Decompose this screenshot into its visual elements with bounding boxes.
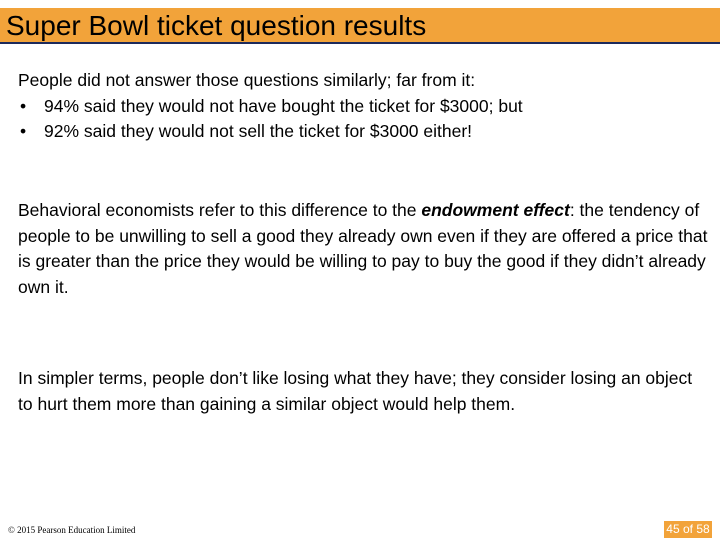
emphasis-term: endowment effect (421, 200, 570, 220)
bullet-text: 94% said they would not have bought the ticket for $3000; but (44, 95, 523, 116)
endowment-paragraph (18, 198, 708, 300)
page-total: 58 (696, 522, 710, 536)
bullet-marker: • (20, 121, 27, 141)
page-of: of (682, 522, 693, 536)
slide-title: Super Bowl ticket question results (6, 10, 427, 41)
bullet-item (18, 94, 708, 120)
para-lead: Behavioral economists refer to this difference to the (18, 200, 422, 220)
bullet-item (18, 119, 708, 145)
copyright-notice: © 2015 Pearson Education Limited (8, 525, 136, 535)
bullet-marker: • (20, 95, 27, 116)
title-divider (0, 42, 720, 44)
page-number-badge (664, 521, 712, 538)
intro-text: People did not answer those questions similarly; far from it: (18, 70, 476, 90)
simpler-terms-paragraph (18, 366, 708, 417)
endowment-text (18, 198, 708, 300)
page-number: 45 (666, 522, 680, 536)
bullet-list (18, 94, 708, 145)
simpler-terms-text: In simpler terms, people don’t like losing what they have; they consider losing an object to hurt them more than gaining a similar object would help them. (18, 368, 693, 414)
bullet-text: 92% said they would not sell the ticket for $3000 either! (44, 121, 473, 141)
para-definition: : the tendency of people to be unwilling to sell a good they already own even if they are offered a price that is greater than the price they would be willing to pay to buy the good if they didn’t already own it. (18, 200, 708, 297)
intro-block (18, 68, 708, 145)
